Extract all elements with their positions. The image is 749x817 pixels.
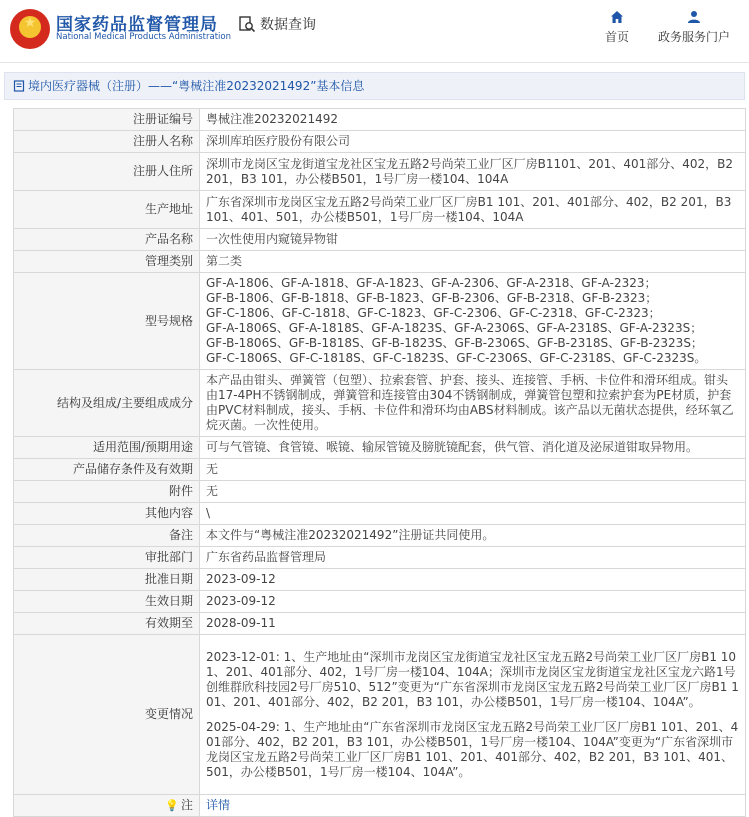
emblem-logo[interactable] xyxy=(10,9,50,49)
field-value: 无 xyxy=(200,459,746,481)
breadcrumb xyxy=(4,72,745,100)
data-query-link[interactable] xyxy=(238,14,316,34)
field-label: 注册人住所 xyxy=(14,153,200,191)
model-line: GF-B-1806S、GF-B-1818S、GF-B-1823S、GF-B-2306S、GF-B-2318S、GF-B-2323S； xyxy=(206,336,703,350)
table-row xyxy=(14,547,746,569)
data-query-label: 数据查询 xyxy=(260,17,316,33)
model-line: GF-B-1806、GF-B-1818、GF-B-1823、GF-B-2306、GF-B-2318、GF-B-2323； xyxy=(206,291,658,305)
model-list xyxy=(200,273,746,370)
field-value: 2028-09-11 xyxy=(200,613,746,635)
field-value: 2023-09-12 xyxy=(200,591,746,613)
nav-service-portal[interactable] xyxy=(656,10,732,45)
table-row xyxy=(14,131,746,153)
table-row xyxy=(14,251,746,273)
field-label: 型号规格 xyxy=(14,273,200,370)
note-label-cell xyxy=(14,795,200,817)
table-row xyxy=(14,459,746,481)
field-value: 广东省药品监督管理局 xyxy=(200,547,746,569)
table-row xyxy=(14,153,746,191)
table-row xyxy=(14,370,746,437)
change-history xyxy=(200,635,746,795)
field-value: 可与气管镜、食管镜、喉镜、输尿管镜及膀胱镜配套，供气管、消化道及泌尿道钳取异物用。 xyxy=(200,437,746,459)
details-link[interactable]: 详情 xyxy=(206,798,231,812)
field-value: 深圳市龙岗区宝龙街道宝龙社区宝龙五路2号尚荣工业厂区厂房B1101、201、401部分、402，B2 201，B3 101，办公楼B501，1号厂房一楼104、104A xyxy=(200,153,746,191)
field-label: 适用范围/预期用途 xyxy=(14,437,200,459)
field-value: 2023-09-12 xyxy=(200,569,746,591)
model-line: GF-C-1806、GF-C-1818、GF-C-1823、GF-C-2306、GF-C-2318、GF-C-2323； xyxy=(206,306,661,320)
site-name-cn[interactable]: 国家药品监督管理局 xyxy=(56,15,218,35)
table-row xyxy=(14,109,746,131)
field-label: 注册证编号 xyxy=(14,109,200,131)
field-label: 备注 xyxy=(14,525,200,547)
table-row xyxy=(14,613,746,635)
breadcrumb-text: 境内医疗器械（注册）——“粤械注准20232021492”基本信息 xyxy=(28,79,365,93)
field-value: \ xyxy=(200,503,746,525)
table-row xyxy=(14,503,746,525)
user-icon xyxy=(687,10,701,24)
field-label: 注册人名称 xyxy=(14,131,200,153)
field-label: 结构及组成/主要组成成分 xyxy=(14,370,200,437)
field-label: 生产地址 xyxy=(14,191,200,229)
nav-home-label: 首页 xyxy=(604,30,629,44)
field-value: 本产品由钳头、弹簧管（包塑）、拉索套管、护套、接头、连接管、手柄、卡位件和滑环组成。钳头由17-4PH不锈钢制成，弹簧管和连接管由304不锈钢制成，弹簧管包塑和拉索护套为PE材质，护套由PVC材料制成，接头、手柄、卡位件和滑环均由ABS材料制成。该产品以无菌状态提供，经环氧乙烷灭菌。一次性使用。 xyxy=(200,370,746,437)
change-entry: 2025-04-29: 1、生产地址由“广东省深圳市龙岗区宝龙五路2号尚荣工业厂区厂房B1 101、201、401部分、402，B2 201，B3 101，办公楼B501，1号厂房一楼104、104A”变更为“广东省深圳市龙岗区宝龙五路2号尚荣工业厂区厂房B1 101、201、401部分、402，B2 201，B3 101、401、501，办公楼B501，1号厂房一楼104、104A”。 xyxy=(206,719,739,779)
table-row xyxy=(14,635,746,795)
document-icon xyxy=(13,80,25,92)
field-label: 有效期至 xyxy=(14,613,200,635)
table-row xyxy=(14,569,746,591)
field-value: 本文件与“粤械注准20232021492”注册证共同使用。 xyxy=(200,525,746,547)
field-value: 广东省深圳市龙岗区宝龙五路2号尚荣工业厂区厂房B1 101、201、401部分、402，B2 201，B3 101、401、501，办公楼B501，1号厂房一楼104、104A xyxy=(200,191,746,229)
table-row xyxy=(14,481,746,503)
table-row xyxy=(14,525,746,547)
field-label: 产品名称 xyxy=(14,229,200,251)
field-label: 生效日期 xyxy=(14,591,200,613)
table-row xyxy=(14,437,746,459)
site-name-en[interactable]: National Medical Products Administration xyxy=(56,32,231,42)
bulb-icon: 💡 xyxy=(165,799,179,812)
table-row xyxy=(14,795,746,817)
field-value: 无 xyxy=(200,481,746,503)
model-line: GF-A-1806S、GF-A-1818S、GF-A-1823S、GF-A-2306S、GF-A-2318S、GF-A-2323S； xyxy=(206,321,703,335)
note-value-cell xyxy=(200,795,746,817)
nav-service-label: 政务服务门户 xyxy=(657,30,730,44)
table-row xyxy=(14,273,746,370)
field-label: 产品储存条件及有效期 xyxy=(14,459,200,481)
home-icon xyxy=(610,10,624,24)
table-row xyxy=(14,229,746,251)
field-label: 批准日期 xyxy=(14,569,200,591)
table-row xyxy=(14,191,746,229)
model-line: GF-C-1806S、GF-C-1818S、GF-C-1823S、GF-C-2306S、GF-C-2318S、GF-C-2323S。 xyxy=(206,351,707,365)
field-label: 管理类别 xyxy=(14,251,200,273)
model-line: GF-A-1806、GF-A-1818、GF-A-1823、GF-A-2306、GF-A-2318、GF-A-2323； xyxy=(206,276,657,290)
table-row xyxy=(14,591,746,613)
change-entry: 2023-12-01: 1、生产地址由“深圳市龙岗区宝龙街道宝龙社区宝龙五路2号尚荣工业厂区厂房B1 101、201、401部分、402，1号厂房一楼104、104A；深圳市龙岗区宝龙街道宝龙社区宝龙六路1号创维群欣科技园2号厂房510、512”变更为“广东省深圳市龙岗区宝龙五路2号尚荣工业厂区厂房B1 101、201、401部分、402，B2 201，B3 101，办公楼B501，1号厂房一楼104、104A”。 xyxy=(206,649,739,709)
field-value: 第二类 xyxy=(200,251,746,273)
field-label: 注 xyxy=(180,798,193,812)
field-label: 变更情况 xyxy=(14,635,200,795)
field-value: 深圳库珀医疗股份有限公司 xyxy=(200,131,746,153)
search-document-icon xyxy=(238,15,256,33)
nav-home[interactable] xyxy=(603,10,631,45)
field-value: 粤械注准20232021492 xyxy=(200,109,746,131)
field-value: 一次性使用内窥镜异物钳 xyxy=(200,229,746,251)
field-label: 其他内容 xyxy=(14,503,200,525)
detail-table xyxy=(13,108,746,817)
site-header xyxy=(0,0,749,58)
header-divider xyxy=(0,62,749,63)
field-label: 附件 xyxy=(14,481,200,503)
field-label: 审批部门 xyxy=(14,547,200,569)
